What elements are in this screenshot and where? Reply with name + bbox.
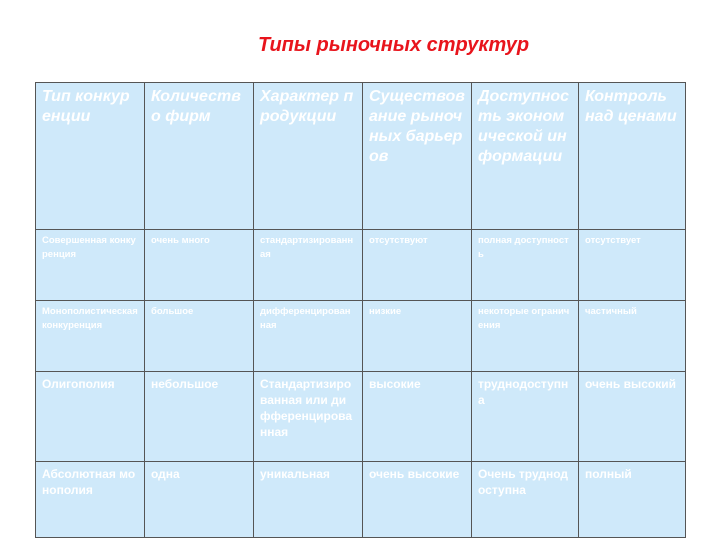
table-cell: частичный (579, 301, 686, 372)
table-cell: низкие (363, 301, 472, 372)
table-cell: очень высокие (363, 461, 472, 537)
table-cell: Олигополия (36, 372, 145, 461)
table-cell: Монополистическая конкуренция (36, 301, 145, 372)
table-cell: полный (579, 461, 686, 537)
table-row (36, 372, 686, 461)
table-row (36, 461, 686, 537)
market-structures-table (35, 82, 686, 538)
table-cell: отсутствуют (363, 230, 472, 301)
header-product-nature: Характер продукции (254, 83, 363, 230)
table-cell: дифференцированная (254, 301, 363, 372)
table-cell: Очень труднодоступна (472, 461, 579, 537)
table-cell: небольшое (145, 372, 254, 461)
table-cell: уникальная (254, 461, 363, 537)
table-cell: Абсолютная монополия (36, 461, 145, 537)
table-cell: отсутствует (579, 230, 686, 301)
header-competition-type: Тип конкуренции (36, 83, 145, 230)
table-cell: Совершенная конкуренция (36, 230, 145, 301)
table-cell: труднодоступна (472, 372, 579, 461)
table-cell: большое (145, 301, 254, 372)
header-price-control: Контроль над ценами (579, 83, 686, 230)
table-cell: полная доступность (472, 230, 579, 301)
slide-title: Типы рыночных структур (258, 34, 530, 56)
table-row (36, 301, 686, 372)
table-cell: очень много (145, 230, 254, 301)
header-firm-count: Количество фирм (145, 83, 254, 230)
table-cell: очень высокий (579, 372, 686, 461)
table-cell: одна (145, 461, 254, 537)
table-cell: высокие (363, 372, 472, 461)
table-cell: Стандартизированная или дифференцированная (254, 372, 363, 461)
header-info-availability: Доступность экономической информации (472, 83, 579, 230)
table-cell: стандартизированная (254, 230, 363, 301)
table-cell: некоторые ограничения (472, 301, 579, 372)
table-row (36, 230, 686, 301)
table-header-row (36, 83, 686, 230)
header-market-barriers: Существование рыночных барьеров (363, 83, 472, 230)
